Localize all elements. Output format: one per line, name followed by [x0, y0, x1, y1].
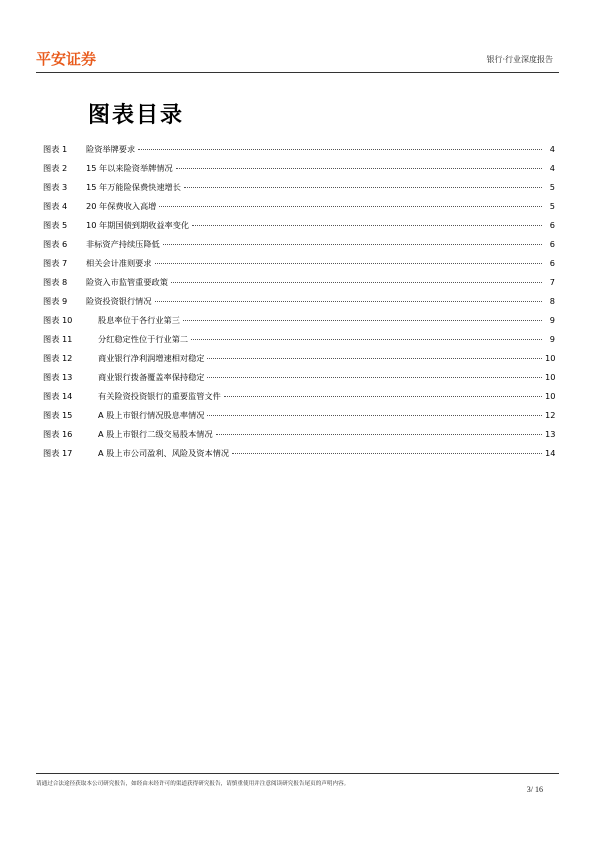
- dot-leader: [176, 162, 542, 169]
- dot-leader: [155, 257, 542, 264]
- toc-entry-title: 15 年万能险保费快速增长: [86, 182, 181, 192]
- toc-entry-page: 6: [549, 220, 555, 230]
- toc-entry-title: 商业银行净利润增速相对稳定: [98, 353, 205, 363]
- toc-entry-title: 非标资产持续压降低: [86, 239, 160, 249]
- toc-entry-label: 图表 16: [43, 429, 73, 439]
- toc-entry-page: 5: [549, 201, 555, 211]
- report-category: 银行·行业深度报告: [486, 55, 553, 64]
- toc-entry-title: A 股上市银行二级交易股本情况: [98, 429, 213, 439]
- page-number: 3/ 16: [526, 785, 543, 794]
- toc-entry[interactable]: [43, 140, 555, 159]
- toc-entry[interactable]: [43, 254, 555, 273]
- toc-entry-page: 14: [545, 448, 556, 458]
- toc-entry-label: 图表 11: [43, 334, 73, 344]
- toc-entry-page: 6: [549, 239, 555, 249]
- toc-entry-label: 图表 9: [43, 296, 68, 306]
- toc-entry[interactable]: [43, 387, 555, 406]
- toc-entry-label: 图表 5: [43, 220, 68, 230]
- toc-entry-page: 6: [549, 258, 555, 268]
- toc-entry-page: 10: [545, 372, 556, 382]
- dot-leader: [191, 333, 542, 340]
- toc-entry-title: 险资入市监管重要政策: [86, 277, 168, 287]
- figure-list: [43, 140, 555, 463]
- toc-entry-label: 图表 3: [43, 182, 68, 192]
- dot-leader: [216, 428, 542, 435]
- toc-entry-page: 10: [545, 391, 556, 401]
- toc-entry-label: 图表 12: [43, 353, 73, 363]
- dot-leader: [207, 409, 542, 416]
- toc-entry-label: 图表 13: [43, 372, 73, 382]
- toc-entry[interactable]: [43, 425, 555, 444]
- toc-entry-page: 10: [545, 353, 556, 363]
- toc-entry-label: 图表 15: [43, 410, 73, 420]
- brand-logo: 平安证券: [36, 50, 97, 68]
- toc-entry-label: 图表 17: [43, 448, 73, 458]
- toc-entry[interactable]: [43, 178, 555, 197]
- dot-leader: [207, 352, 542, 359]
- toc-entry[interactable]: [43, 349, 555, 368]
- toc-entry[interactable]: [43, 311, 555, 330]
- toc-entry-title: 15 年以来险资举牌情况: [86, 163, 173, 173]
- dot-leader: [184, 181, 542, 188]
- dot-leader: [155, 295, 542, 302]
- toc-entry-title: 20 年保费收入高增: [86, 201, 157, 211]
- toc-entry-title: 有关险资投资银行的重要监管文件: [98, 391, 221, 401]
- toc-entry-title: A 股上市公司盈利、风险及资本情况: [98, 448, 230, 458]
- page-footer: [36, 773, 559, 794]
- toc-entry[interactable]: [43, 159, 555, 178]
- toc-entry-label: 图表 1: [43, 144, 68, 154]
- toc-entry-page: 9: [549, 334, 555, 344]
- dot-leader: [224, 390, 542, 397]
- toc-entry-label: 图表 14: [43, 391, 73, 401]
- toc-entry[interactable]: [43, 235, 555, 254]
- toc-entry-title: 相关会计准则要求: [86, 258, 152, 268]
- disclaimer-text: 请通过合法途径获取本公司研究报告，如经由未经许可的渠道获得研究报告，请慎重使用并注意阅读研究报告尾页的声明内容。: [36, 781, 350, 787]
- toc-entry[interactable]: [43, 216, 555, 235]
- toc-entry-title: 险资投资银行情况: [86, 296, 152, 306]
- toc-entry[interactable]: [43, 197, 555, 216]
- toc-entry-label: 图表 2: [43, 163, 68, 173]
- toc-entry-page: 5: [549, 182, 555, 192]
- toc-entry-page: 4: [549, 144, 555, 154]
- toc-entry-label: 图表 6: [43, 239, 68, 249]
- toc-heading: 图表目录: [88, 103, 185, 128]
- dot-leader: [192, 219, 542, 226]
- dot-leader: [183, 314, 542, 321]
- toc-entry-page: 8: [549, 296, 555, 306]
- toc-entry-label: 图表 4: [43, 201, 68, 211]
- toc-entry-page: 9: [549, 315, 555, 325]
- toc-entry-page: 7: [549, 277, 555, 287]
- toc-entry-title: 险资举牌要求: [86, 144, 136, 154]
- dot-leader: [232, 447, 542, 454]
- dot-leader: [159, 200, 542, 207]
- toc-entry-title: 股息率位于各行业第三: [98, 315, 180, 325]
- dot-leader: [207, 371, 542, 378]
- toc-entry[interactable]: [43, 368, 555, 387]
- toc-entry-title: A 股上市银行情况股息率情况: [98, 410, 205, 420]
- dot-leader: [163, 238, 542, 245]
- toc-entry[interactable]: [43, 292, 555, 311]
- toc-entry-title: 分红稳定性位于行业第二: [98, 334, 189, 344]
- toc-entry-page: 13: [545, 429, 556, 439]
- toc-entry-page: 4: [549, 163, 555, 173]
- toc-entry[interactable]: [43, 330, 555, 349]
- toc-entry-page: 12: [545, 410, 556, 420]
- page-header: [36, 44, 559, 73]
- toc-entry[interactable]: [43, 273, 555, 292]
- toc-entry-label: 图表 8: [43, 277, 68, 287]
- toc-entry-title: 商业银行拨备覆盖率保持稳定: [98, 372, 205, 382]
- toc-entry-title: 10 年期国债到期收益率变化: [86, 220, 190, 230]
- dot-leader: [138, 143, 542, 150]
- toc-entry[interactable]: [43, 406, 555, 425]
- toc-entry-label: 图表 10: [43, 315, 73, 325]
- dot-leader: [171, 276, 542, 283]
- toc-entry-label: 图表 7: [43, 258, 68, 268]
- toc-entry[interactable]: [43, 444, 555, 463]
